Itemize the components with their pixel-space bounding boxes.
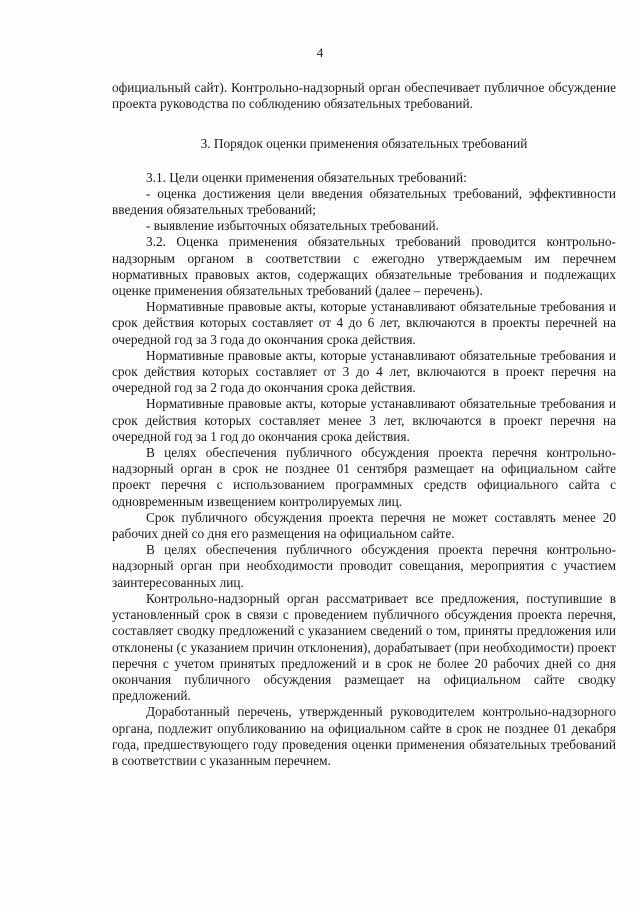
paragraph-3-2: 3.2. Оценка применения обязательных требований проводится контрольно-надзорным органом в соответствии с ежегодно утверждаемым им перечнем нормативных правовых актов, содержащих обязательные требования и подлежащих оценке применения обязательных требований (далее – перечень). [112, 234, 616, 299]
paragraph-continuation: официальный сайт). Контрольно-надзорный орган обеспечивает публичное обсуждение проекта руководства по соблюдению обязательных требований. [112, 80, 616, 112]
paragraph-proposals-review: Контрольно-надзорный орган рассматривает все предложения, поступившие в установленный срок в связи с проведением публичного обсуждения проекта перечня, составляет сводку предложений с указанием сведений о том, приняты предложения или отклонены (с указанием причин отклонения), дорабатывает (при необходимости) проект перечня с учетом принятых предложений и в срок не более 20 рабочих дней со дня окончания публичного обсуждения размещает на официальном сайте сводку предложений. [112, 590, 616, 704]
section-heading: 3. Порядок оценки применения обязательных требований [200, 136, 528, 152]
paragraph-publication-deadline: В целях обеспечения публичного обсуждения проекта перечня контрольно-надзорный орган в срок не позднее 01 сентября размещает на официальном сайте проект перечня с использованием программных средств официального сайта с одновременным извещением контролируемых лиц. [112, 445, 616, 509]
paragraph-acts-4-6-years: Нормативные правовые акты, которые устанавливают обязательные требования и срок действия которых составляет от 4 до 6 лет, включаются в проекты перечней на очередной год за 3 года до окончания срока действия. [112, 299, 616, 347]
paragraph-acts-under-3-years: Нормативные правовые акты, которые устанавливают обязательные требования и срок действия которых составляет менее 3 лет, включаются в проект перечня на очередной год за 1 год до окончания срока действия. [112, 396, 616, 444]
paragraph-3-1: 3.1. Цели оценки применения обязательных требований: [146, 169, 467, 185]
paragraph-final-list: Доработанный перечень, утвержденный руководителем контрольно-надзорного органа, подлежит опубликованию на официальном сайте в срок не позднее 01 декабря года, предшествующего году проведения оценки применения обязательных требований в соответствии с указанным перечнем. [112, 704, 616, 768]
page-number: 4 [316, 45, 324, 60]
paragraph-acts-3-4-years: Нормативные правовые акты, которые устанавливают обязательные требования и срок действия которых составляет от 3 до 4 лет, включаются в проект перечня на очередной год за 2 года до окончания срока действия. [112, 347, 616, 396]
list-item-goal-assessment: - оценка достижения цели введения обязательных требований, эффективности введения обязательных требований; [112, 185, 616, 218]
document-body [112, 80, 616, 769]
list-item-excess-requirements: - выявление избыточных обязательных требований. [146, 218, 439, 234]
paragraph-meetings: В целях обеспечения публичного обсуждения проекта перечня контрольно-надзорный орган при необходимости проводит совещания, мероприятия с участием заинтересованных лиц. [112, 542, 616, 590]
paragraph-discussion-period: Срок публичного обсуждения проекта перечня не может составлять менее 20 рабочих дней со дня его размещения на официальном сайте. [112, 509, 616, 542]
